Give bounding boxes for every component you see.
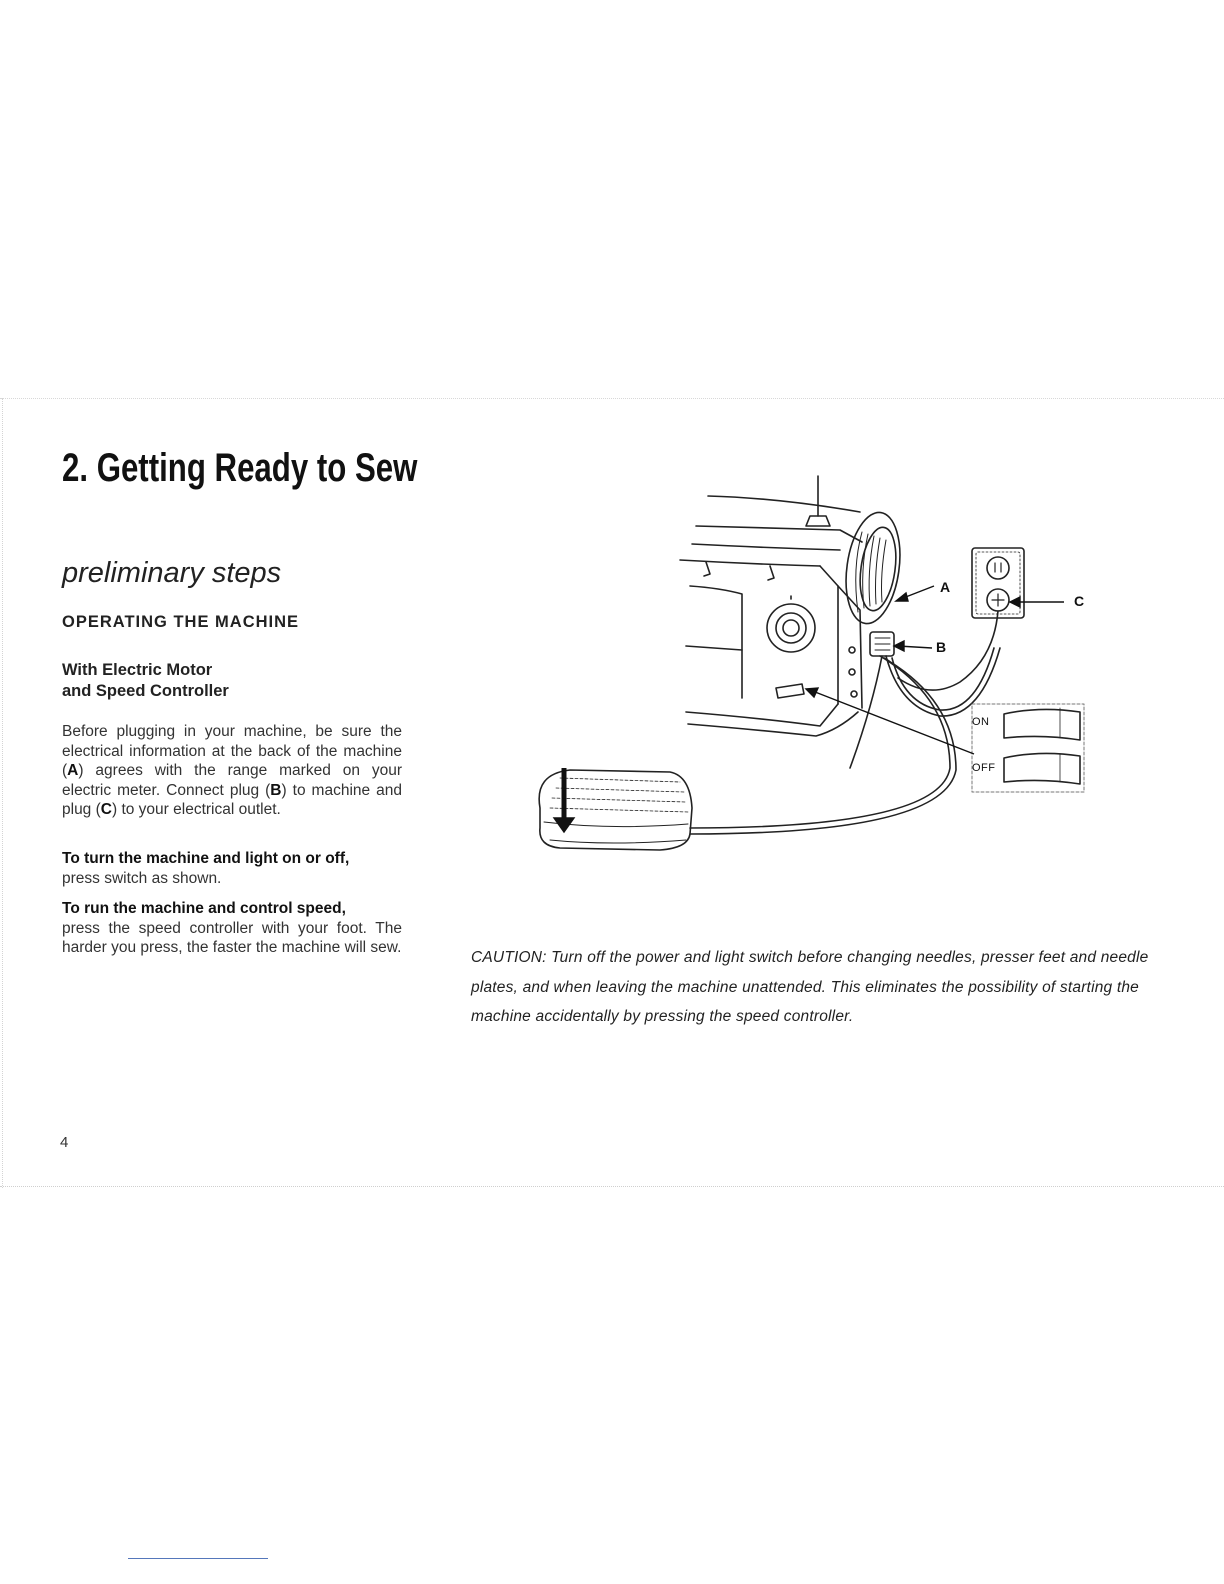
label-b: B [936,639,947,655]
page-number: 4 [60,1134,69,1151]
caution-note: CAUTION: Turn off the power and light switch before changing needles, presser feet and needle plates, and when leaving the machine unattended. This eliminates the possibility of starting the machine accidentally by pressing the speed controller. [471,949,1149,1025]
sub-heading [62,660,382,702]
section-heading: OPERATING THE MACHINE [62,613,300,631]
scan-edge-top [0,398,1224,400]
switch-on-label: ON [972,716,990,728]
intro-text-1: Before plugging in your machine, be sure the electrical information at the back of the machine ( [62,723,402,779]
label-c: C [1074,593,1085,609]
machine-illustration [520,468,1100,868]
scan-edge-bottom [0,1186,1224,1188]
chapter-title: 2. Getting Ready to Sew [62,446,418,490]
scan-edge-left [2,398,6,1188]
intro-text-2: ) agrees with the range marked on your electric meter. Connect plug ( [62,762,402,799]
intro-text-4: ) to your electrical outlet. [111,801,281,818]
switch-text: press switch as shown. [62,869,222,887]
sub-heading-line-2: and Speed Controller [62,682,229,700]
sub-heading-line-1: With Electric Motor [62,661,213,679]
switch-paragraph [62,849,402,888]
switch-off-label: OFF [972,762,996,774]
intro-paragraph [62,722,402,820]
section-subtitle: preliminary steps [62,557,282,589]
intro-ref-b: B [270,781,282,799]
switch-heading: To turn the machine and light on or off, [62,850,350,867]
speed-heading: To run the machine and control speed, [62,900,346,917]
speed-text: press the speed controller with your foot. The harder you press, the faster the machine will sew. [62,919,402,956]
footer-rule [128,1558,268,1559]
speed-paragraph [62,899,402,958]
intro-ref-a: A [67,762,79,779]
intro-ref-c: C [100,801,112,818]
intro-text-3: ) to machine and plug ( [62,781,402,818]
label-a: A [940,579,951,595]
